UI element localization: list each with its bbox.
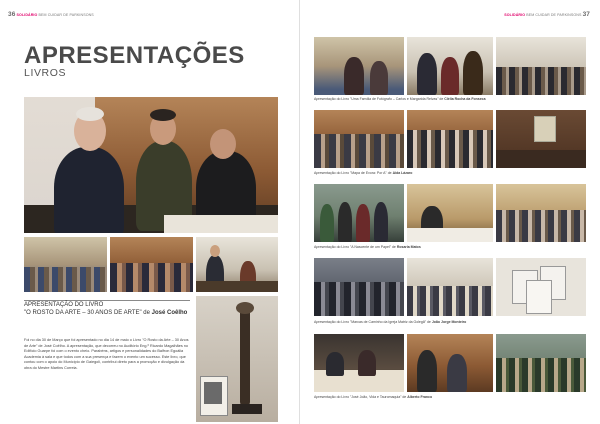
section-rule <box>24 300 190 301</box>
event4-photo-2 <box>407 258 493 316</box>
brand-right: SOLIDÁRIO <box>504 13 526 17</box>
caption-1 <box>314 97 486 101</box>
book-sculpture-photo <box>196 296 278 422</box>
caption-2-author: Aida Lázaro <box>392 171 413 175</box>
caption-5-text: Apresentação do Livro "José João, Vida e Tauromaquia" de <box>314 395 408 399</box>
section-right: BEM CUIDAR DE PARKINSONS <box>526 13 582 17</box>
event2-photo-2 <box>407 110 493 168</box>
section-left: BEM CUIDAR DE PARKINSONS <box>38 13 94 17</box>
event5-photo-1 <box>314 334 404 392</box>
section-author: José Coêlho <box>151 309 188 316</box>
speaker-photo <box>196 237 278 292</box>
event5-photo-3 <box>496 334 586 392</box>
event1-photo-2 <box>407 37 493 95</box>
event3-photo-1 <box>314 184 404 242</box>
caption-4 <box>314 320 466 324</box>
section-heading-line1: APRESENTAÇÃO DO LIVRO <box>24 302 104 308</box>
event1-photo-3 <box>496 37 586 95</box>
audience-photo-2 <box>110 237 193 292</box>
body-text: Foi no dia 30 de Março que foi apresentado no dia 14 de maio o Livro "O Rosto da Arte – 30 Anos de Arte" de José Coêlho. A apresentação, que decorreu no Auditório Eng.º Ricardo Magalhães no Edifício Guarpe foi com o evento cheio. Parabéns, artigos e personalidades do Balfron Egoália Academia à sala e que todos com a sua presença e fazem o evento um sucesso. Este livro, que contou com o apoio do Município de Gaiegoli, contribui direto para a promoção e divulgação da obra do Mestre Martins Correia. <box>24 338 189 370</box>
event3-photo-3 <box>496 184 586 242</box>
page-subtitle: LIVROS <box>24 67 67 79</box>
main-photo <box>24 97 278 233</box>
event2-photo-3 <box>496 110 586 168</box>
right-page <box>300 0 600 424</box>
section-heading-line2: "O ROSTO DA ARTE – 30 ANOS DE ARTE" de <box>24 309 152 316</box>
caption-1-text: Apresentação do Livro "Uma Família de Fotógrafo – Carlos e Margarida Relvas" de <box>314 97 445 101</box>
caption-3-author: Rosaria Matos <box>396 245 421 249</box>
event1-photo-1 <box>314 37 404 95</box>
event2-photo-1 <box>314 110 404 168</box>
caption-5-author: Alberto Franco <box>407 395 433 399</box>
event4-photo-3 <box>496 258 586 316</box>
caption-1-author: Clélia Rocha da Fonseca <box>444 97 486 101</box>
page-title: APRESENTAÇÕES <box>24 42 245 69</box>
caption-4-text: Apresentação do Livro "Marcas de Caminho da Igreja Matriz da Golegã" de <box>314 320 432 324</box>
caption-3-text: Apresentação do Livro "A Nascente de um Papel" de <box>314 245 397 249</box>
event3-photo-2 <box>407 184 493 242</box>
page-number-right: 37 <box>582 11 590 18</box>
header-right <box>504 11 590 18</box>
caption-2-text: Apresentação do Livro "Mapa de Evora: Por A" de <box>314 171 393 175</box>
page-number-left: 36 <box>8 11 16 18</box>
event5-photo-2 <box>407 334 493 392</box>
brand-left: SOLIDÁRIO <box>16 13 38 17</box>
audience-photo-1 <box>24 237 107 292</box>
caption-3 <box>314 245 421 249</box>
caption-2 <box>314 171 412 175</box>
event4-photo-1 <box>314 258 404 316</box>
caption-4-author: João Jorge Monteiro <box>431 320 467 324</box>
header-left <box>8 11 94 18</box>
caption-5 <box>314 395 432 399</box>
